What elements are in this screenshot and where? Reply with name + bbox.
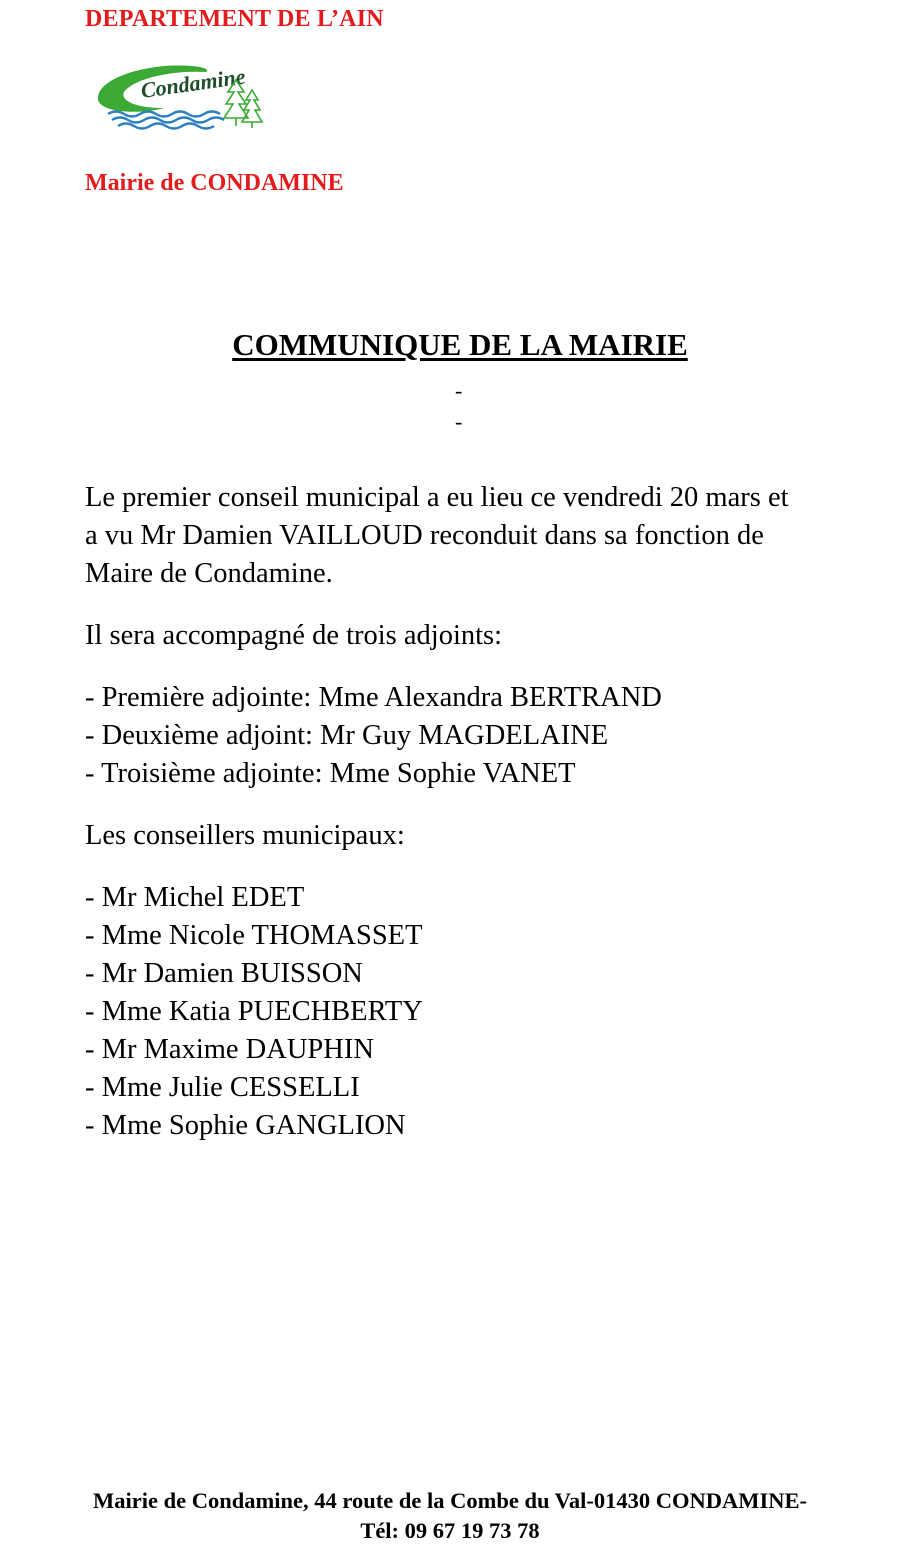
footer-phone: Tél: 09 67 19 73 78 (360, 1518, 540, 1543)
list-item: - Mme Sophie GANGLION (85, 1110, 406, 1141)
conseillers-list (85, 879, 805, 1145)
list-item: - Mme Katia PUECHBERTY (85, 996, 423, 1027)
department-heading: DEPARTEMENT DE L’AIN (85, 6, 384, 32)
list-item: - Mr Maxime DAUPHIN (85, 1034, 374, 1065)
list-item: - Deuxième adjoint: Mr Guy MAGDELAINE (85, 720, 609, 751)
list-item: - Troisième adjointe: Mme Sophie VANET (85, 758, 576, 789)
footer (0, 1486, 900, 1546)
separator-dash: - (455, 409, 463, 434)
intro-paragraph: Le premier conseil municipal a eu lieu ce vendredi 20 mars et a vu Mr Damien VAILLOUD reconduit dans sa fonction de Maire de Condamine. (85, 482, 789, 589)
logo-wave-1 (108, 112, 220, 117)
list-item: - Mme Nicole THOMASSET (85, 920, 423, 951)
footer-address: Mairie de Condamine, 44 route de la Combe du Val-01430 CONDAMINE- (93, 1488, 807, 1513)
logo-wave-2 (112, 118, 224, 123)
logo-wave-3 (118, 124, 214, 129)
communique-body (85, 479, 805, 1169)
adjoints-heading: Il sera accompagné de trois adjoints: (85, 620, 503, 651)
list-item: - Mme Julie CESSELLI (85, 1072, 360, 1103)
page-title-text: COMMUNIQUE DE LA MAIRIE (232, 327, 688, 362)
conseillers-heading: Les conseillers municipaux: (85, 820, 405, 851)
condamine-logo (94, 62, 266, 132)
logo-wordmark: Condamine (139, 63, 247, 103)
list-item: - Première adjointe: Mme Alexandra BERTRAND (85, 682, 662, 713)
separator-dash: - (455, 378, 463, 403)
list-item: - Mr Michel EDET (85, 882, 305, 913)
page-title (0, 327, 900, 363)
adjoints-list (85, 679, 805, 793)
list-item: - Mr Damien BUISSON (85, 958, 363, 989)
mairie-heading: Mairie de CONDAMINE (85, 170, 344, 196)
